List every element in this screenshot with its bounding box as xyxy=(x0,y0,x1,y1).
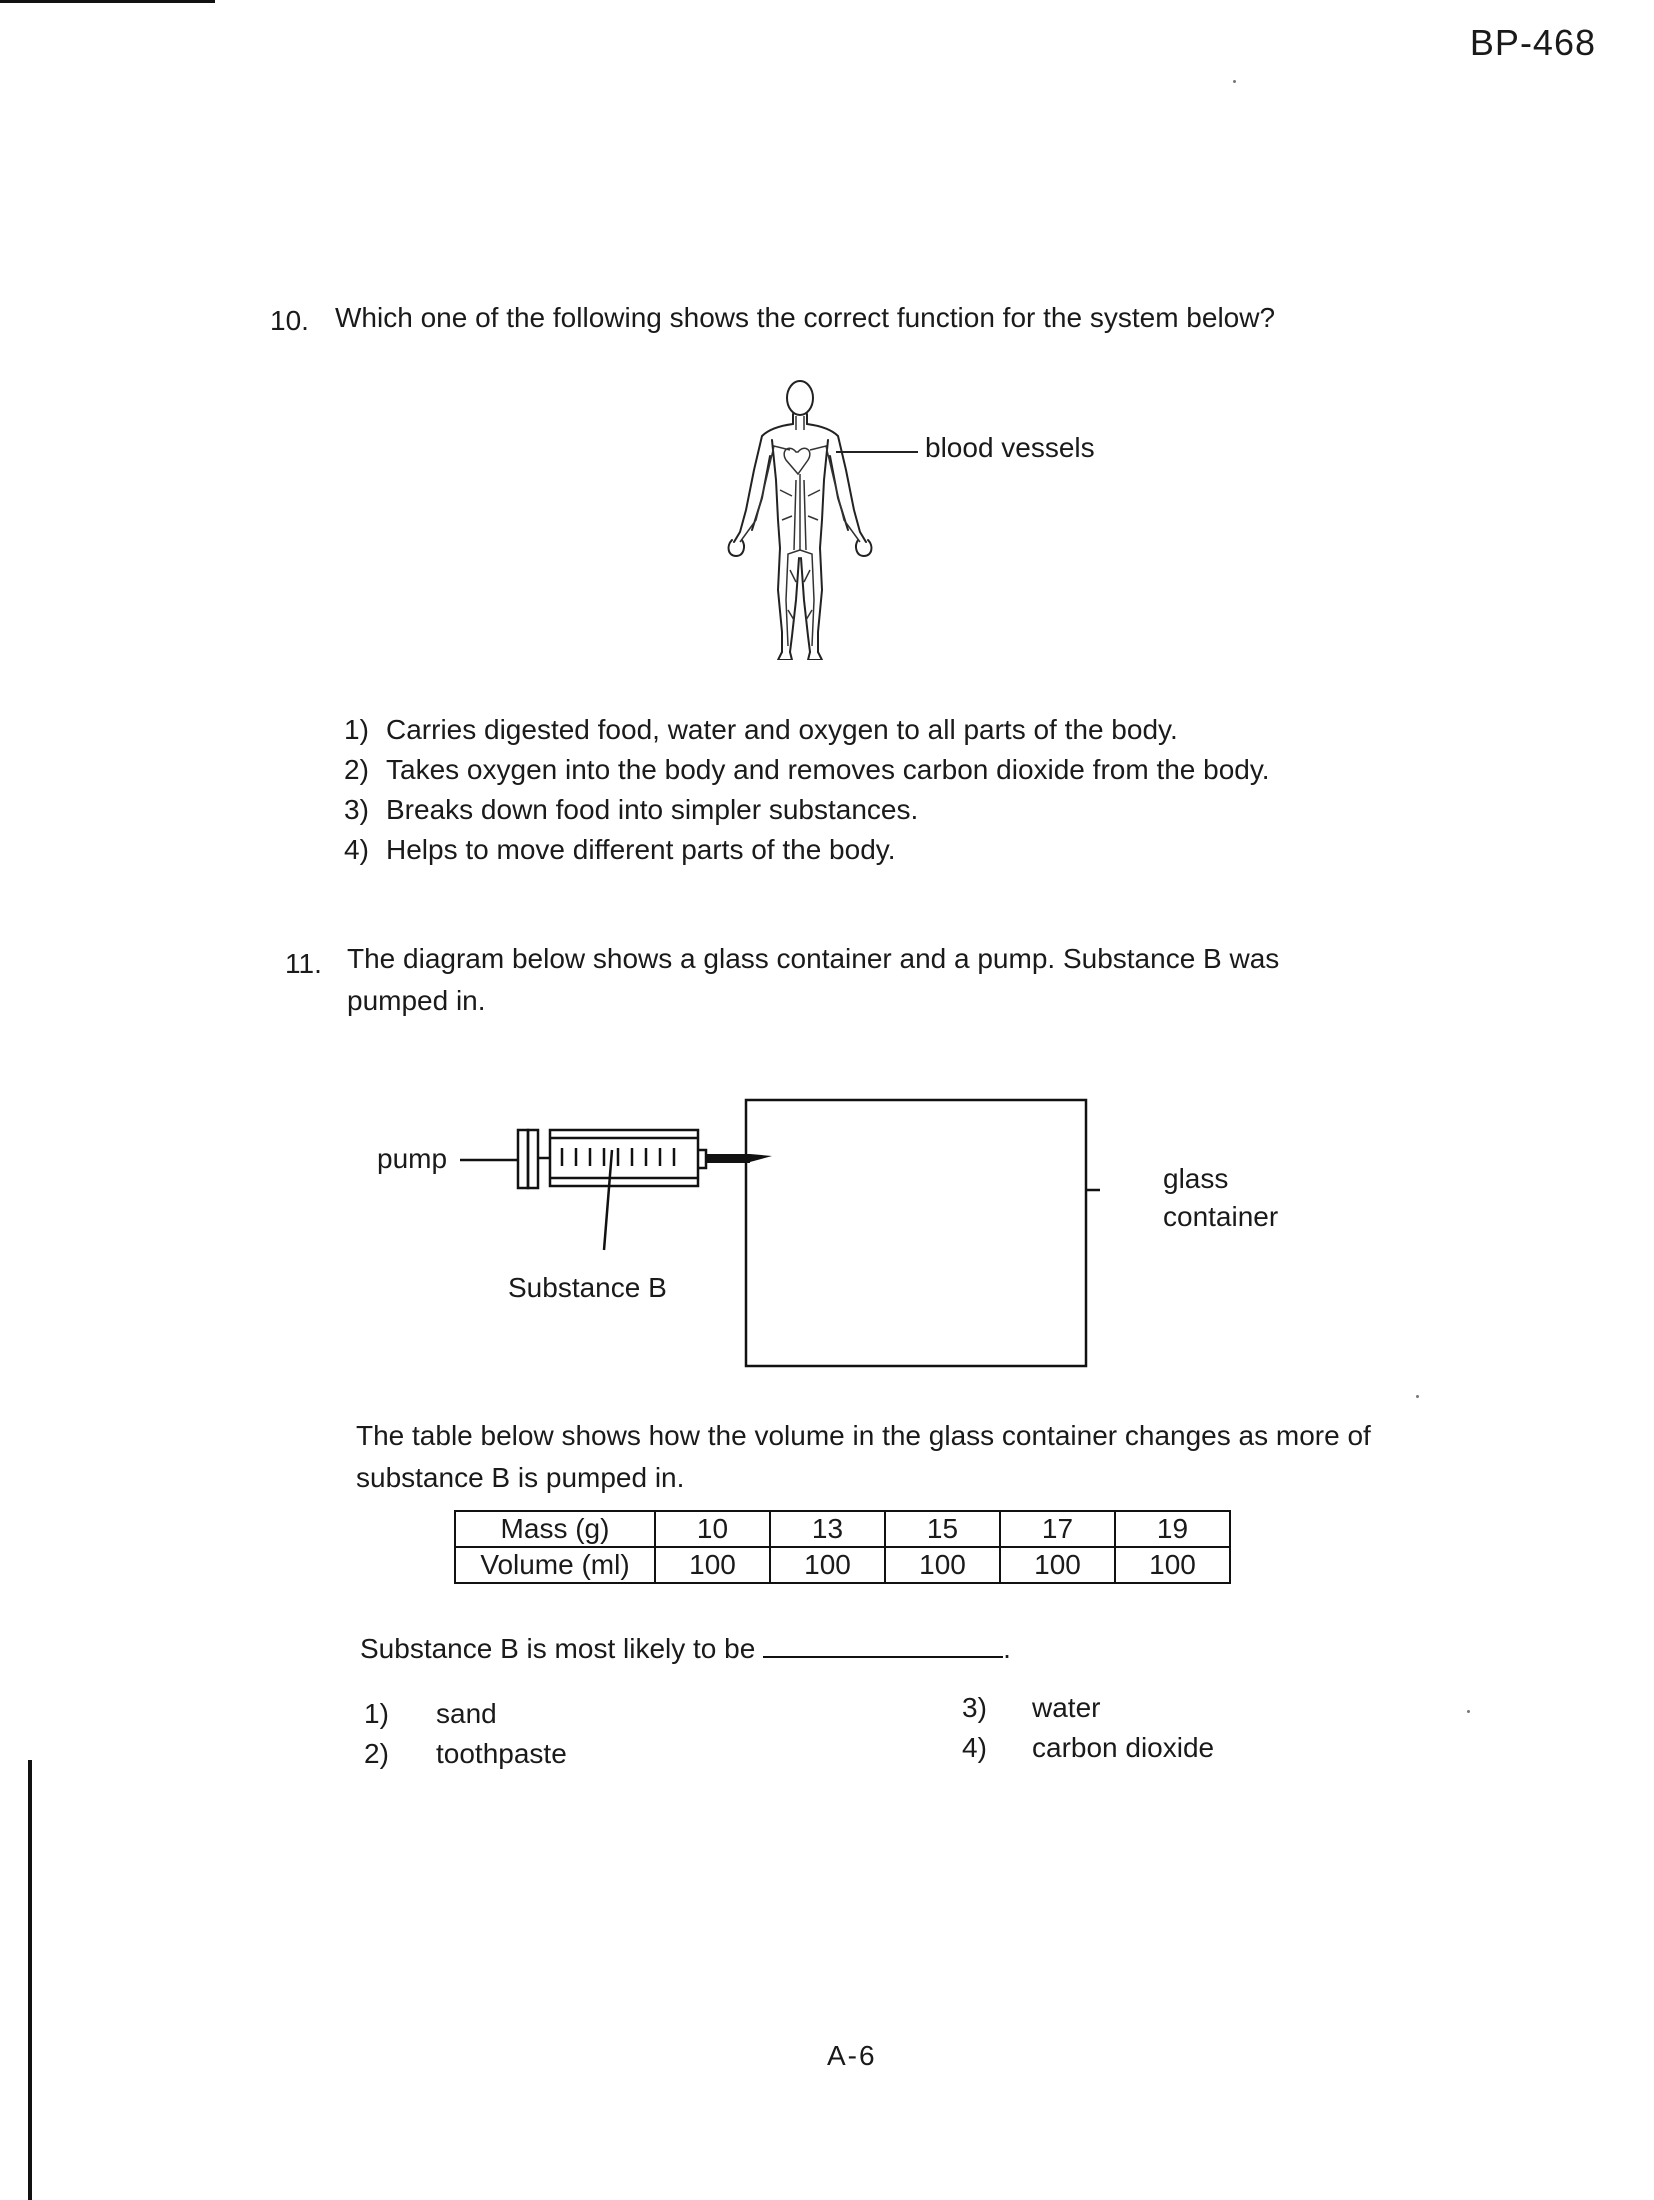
scan-speck xyxy=(1467,1710,1470,1713)
q10-options xyxy=(344,710,1270,870)
mass-volume-table xyxy=(454,1510,1231,1584)
q11-option-2[interactable]: 2) toothpaste xyxy=(364,1738,567,1769)
table-cell: 100 xyxy=(1000,1547,1115,1583)
scan-edge xyxy=(28,1760,32,2200)
table-cell: 10 xyxy=(655,1511,770,1547)
pump-diagram xyxy=(460,1090,1100,1380)
q10-option-3[interactable]: 3) Breaks down food into simpler substances. xyxy=(344,794,919,825)
glass-container-label: glass container xyxy=(1163,1163,1279,1232)
q11-number: 11. xyxy=(285,948,322,979)
scan-speck xyxy=(1416,1395,1419,1398)
blood-vessels-label: blood vessels xyxy=(925,432,1095,463)
table-row-header: Mass (g) xyxy=(455,1511,655,1547)
page-code: BP-468 xyxy=(1469,22,1596,63)
q11-options-left xyxy=(364,1694,567,1774)
top-rule xyxy=(0,0,215,3)
q11-option-3[interactable]: 3) water xyxy=(962,1692,1101,1723)
pump-label: pump xyxy=(377,1143,448,1174)
table-cell: 17 xyxy=(1000,1511,1115,1547)
q11-options-right xyxy=(962,1688,1214,1768)
table-cell: 100 xyxy=(885,1547,1000,1583)
circulatory-system-figure xyxy=(700,370,1260,660)
q10-option-4[interactable]: 4) Helps to move different parts of the body. xyxy=(344,834,896,865)
page-footer: A-6 xyxy=(827,2040,877,2071)
table-row xyxy=(455,1511,1230,1547)
q11-option-1[interactable]: 1) sand xyxy=(364,1698,497,1729)
table-row xyxy=(455,1547,1230,1583)
q10-option-2[interactable]: 2) Takes oxygen into the body and removes carbon dioxide from the body. xyxy=(344,754,1270,785)
q11-text: The diagram below shows a glass container and a pump. Substance B was pumped in. xyxy=(347,943,1280,1016)
q10-number: 10. xyxy=(270,305,309,336)
q11-stem: Substance B is most likely to be . xyxy=(360,1628,1011,1670)
scan-speck xyxy=(1233,80,1236,83)
q10-text: Which one of the following shows the correct function for the system below? xyxy=(335,302,1276,333)
table-intro: The table below shows how the volume in the glass container changes as more of substance B is pumped in. xyxy=(356,1420,1371,1493)
table-cell: 19 xyxy=(1115,1511,1230,1547)
table-row-header: Volume (ml) xyxy=(455,1547,655,1583)
table-cell: 100 xyxy=(655,1547,770,1583)
table-cell: 100 xyxy=(770,1547,885,1583)
table-cell: 15 xyxy=(885,1511,1000,1547)
q11-option-4[interactable]: 4) carbon dioxide xyxy=(962,1732,1215,1763)
table-cell: 100 xyxy=(1115,1547,1230,1583)
answer-blank[interactable] xyxy=(763,1630,1003,1658)
substance-b-label: Substance B xyxy=(508,1272,667,1303)
q10-option-1[interactable]: 1) Carries digested food, water and oxygen to all parts of the body. xyxy=(344,714,1178,745)
table-cell: 13 xyxy=(770,1511,885,1547)
